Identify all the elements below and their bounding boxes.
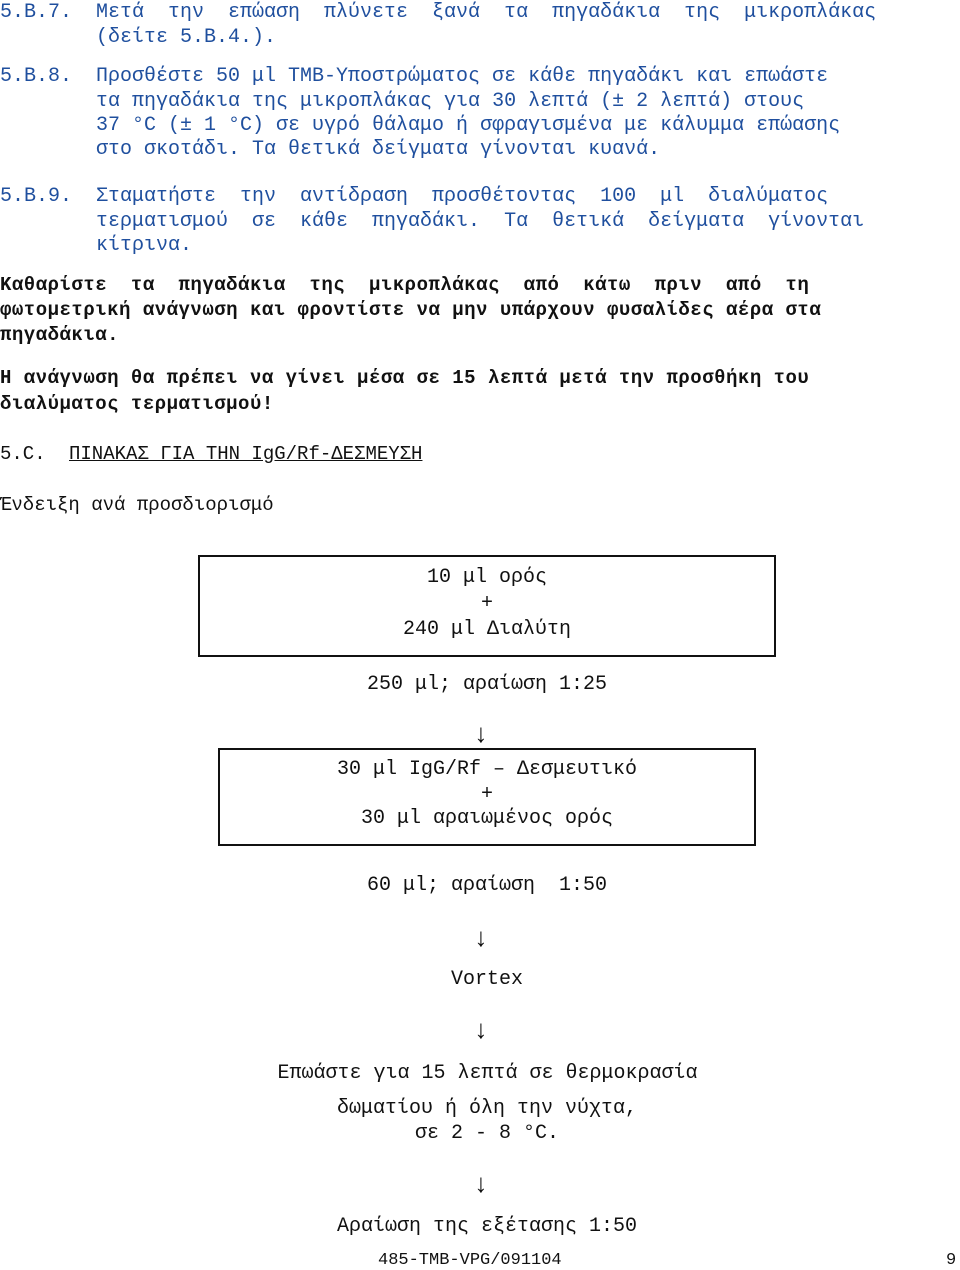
warning-clean-line3: πηγαδάκια. [0,324,120,346]
step-5b9-line1: Σταματήστε την αντίδραση προσθέτοντας 100 μl διαλύματος [96,185,829,208]
subtitle: Ένδειξη ανά προσδιορισμό [0,494,274,516]
step-5b8-line4: στο σκοτάδι. Τα θετικά δείγματα γίνονται κυανά. [96,138,661,161]
document-code: 485-TMB-VPG/091104 [378,1251,562,1270]
final-dilution: Αραίωση της εξέτασης 1:50 [336,1215,638,1238]
step-5b7-line2: (δείτε 5.B.4.). [96,26,277,49]
arrow-down-icon: ↓ [473,1016,489,1046]
incubate-step-line3: σε 2 - 8 °C. [414,1122,560,1145]
dilution-1: 250 μl; αραίωση 1:25 [366,673,608,696]
warning-read-line2: διαλύματος τερματισμού! [0,393,274,415]
section-title: ΠΙΝΑΚΑΣ ΓΙΑ ΤΗΝ IgG/Rf-ΔΕΣΜΕΥΣΗ [69,443,423,465]
step-number-5b8: 5.B.8. [0,65,73,88]
step-5b9-line3: κίτρινα. [96,234,193,257]
step-5b8-line3: 37 °C (± 1 °C) σε υγρό θάλαμο ή σφραγισμένα με κάλυμμα επώασης [96,114,841,137]
vortex-step: Vortex [450,968,523,991]
conjugate-box-plus: + [480,783,493,806]
step-number-5b7: 5.B.7. [0,1,73,24]
step-number-5b9: 5.B.9. [0,185,73,208]
sample-box-plus: + [480,592,493,615]
incubate-step: Επωάστε για 15 λεπτά σε θερμοκρασία [277,1062,698,1085]
step-5b9-line2: τερματισμού σε κάθε πηγαδάκι. Τα θετικά δείγματα γίνονται [96,210,865,233]
incubate-step-line2: δωματίου ή όλη την νύχτα, [336,1097,638,1120]
conjugate-box-line2: 30 μl αραιωμένος ορός [360,807,614,830]
arrow-down-icon: ↓ [473,720,489,750]
warning-read-line1: Η ανάγνωση θα πρέπει να γίνει μέσα σε 15 λεπτά μετά την προσθήκη του [0,367,810,389]
sample-box-line1: 10 μl ορός [426,566,548,589]
step-5b8-line1: Προσθέστε 50 μl TMB-Υποστρώματος σε κάθε πηγαδάκι και επωάστε [96,65,829,88]
warning-clean-line1: Καθαρίστε τα πηγαδάκια της μικροπλάκας από κάτω πριν από τη [0,274,810,296]
dilution-2: 60 μl; αραίωση 1:50 [366,874,608,897]
conjugate-box-line1: 30 μl IgG/Rf – Δεσμευτικό [336,758,638,781]
warning-clean-line2: φωτομετρική ανάγνωση και φροντίστε να μην υπάρχουν φυσαλίδες αέρα στα [0,299,822,321]
arrow-down-icon: ↓ [473,924,489,954]
sample-box-line2: 240 μl Διαλύτη [402,618,572,641]
section-number: 5.C. [0,443,46,465]
page-number: 9 [946,1251,957,1270]
step-5b8-line2: τα πηγαδάκια της μικροπλάκας για 30 λεπτά (± 2 λεπτά) στους [96,90,805,113]
step-5b7-line1: Μετά την επώαση πλύνετε ξανά τα πηγαδάκια της μικροπλάκας [96,1,877,24]
arrow-down-icon: ↓ [473,1170,489,1200]
